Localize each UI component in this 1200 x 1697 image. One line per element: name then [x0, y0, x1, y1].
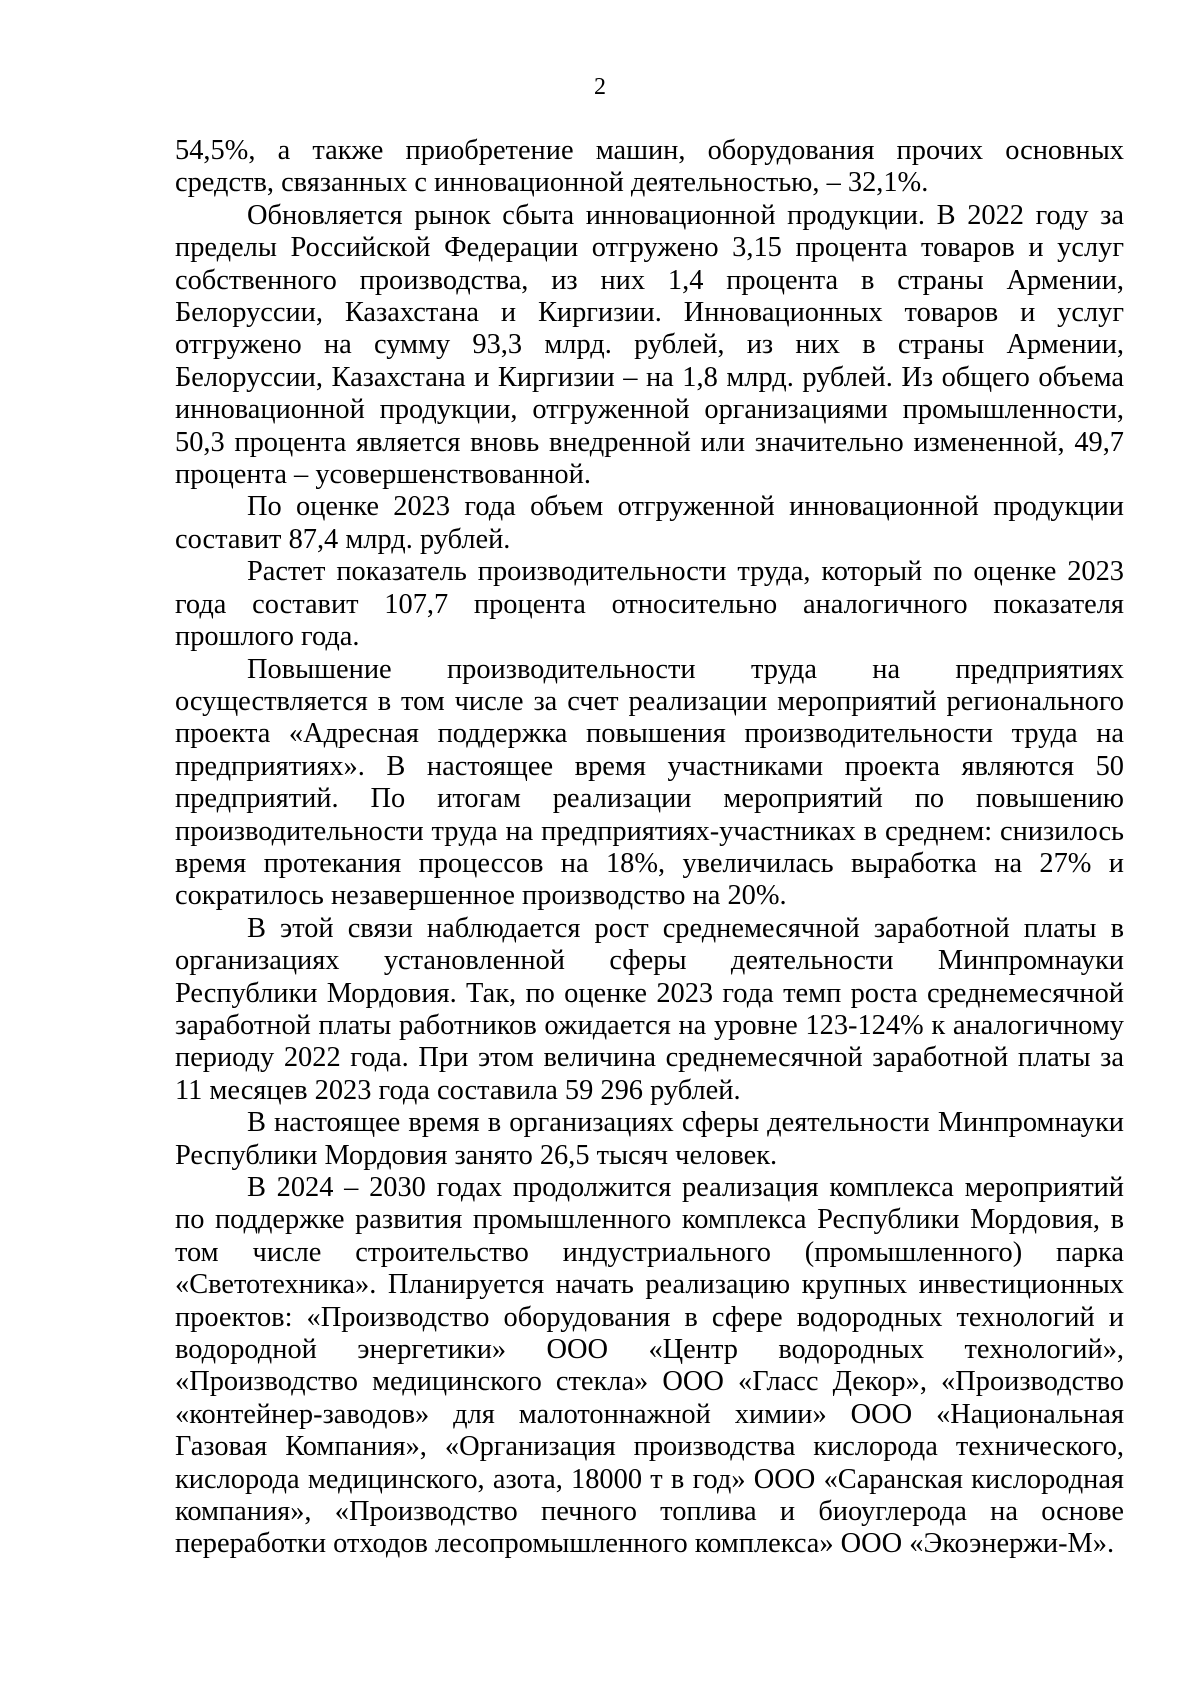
paragraph-2: Обновляется рынок сбыта инновационной продукции. В 2022 году за пределы Российской Федерации отгружено 3,15 процента товаров и услуг собственного производства, из них 1,4 процента в страны Армении, Белоруссии, Казахстана и Киргизии. Инновационных товаров и услуг отгружено на сумму 93,3 млрд. рублей, из них в страны Армении, Белоруссии, Казахстана и Киргизии – на 1,8 млрд. рублей. Из общего объема инновационной продукции, отгруженной организациями промышленности, 50,3 процента является вновь внедренной или значительно измененной, 49,7 процента – усовершенствованной.	[175, 199, 1124, 491]
paragraph-1: 54,5%, а также приобретение машин, оборудования прочих основных средств, связанных с инновационной деятельностью, – 32,1%.	[175, 135, 1124, 199]
paragraph-4: Растет показатель производительности труда, который по оценке 2023 года составит 107,7 процента относительно аналогичного показателя прошлого года.	[175, 556, 1124, 653]
page-number: 2	[594, 74, 606, 100]
paragraph-7: В настоящее время в организациях сферы деятельности Минпромнауки Республики Мордовия занято 26,5 тысяч человек.	[175, 1107, 1124, 1171]
paragraph-8: В 2024 – 2030 годах продолжится реализация комплекса мероприятий по поддержке развития промышленного комплекса Республики Мордовия, в том числе строительство индустриального (промышленного) парка «Светотехника». Планируется начать реализацию крупных инвестиционных проектов: «Производство оборудования в сфере водородных технологий и водородной энергетики» ООО «Центр водородных технологий», «Производство медицинского стекла» ООО «Гласс Декор», «Производство «контейнер-заводов» для малотоннажной химии» ООО «Национальная Газовая Компания», «Организация производства кислорода технического, кислорода медицинского, азота, 18000 т в год» ООО «Саранская кислородная компания», «Производство печного топлива и биоуглерода на основе переработки отходов лесопромышленного комплекса» ООО «Экоэнержи-М».	[175, 1172, 1124, 1560]
paragraph-5: Повышение производительности труда на предприятиях осуществляется в том числе за счет реализации мероприятий регионального проекта «Адресная поддержка повышения производительности труда на предприятиях». В настоящее время участниками проекта являются 50 предприятий. По итогам реализации мероприятий по повышению производительности труда на предприятиях-участниках в среднем: снизилось время протекания процессов на 18%, увеличилась выработка на 27% и сократилось незавершенное производство на 20%.	[175, 653, 1124, 912]
paragraph-6: В этой связи наблюдается рост среднемесячной заработной платы в организациях установленной сферы деятельности Минпромнауки Республики Мордовия. Так, по оценке 2023 года темп роста среднемесячной заработной платы работников ожидается на уровне 123-124% к аналогичному периоду 2022 года. При этом величина среднемесячной заработной платы за 11 месяцев 2023 года составила 59 296 рублей.	[175, 912, 1124, 1106]
paragraph-3: По оценке 2023 года объем отгруженной инновационной продукции составит 87,4 млрд. рублей.	[175, 491, 1124, 555]
document-body	[175, 135, 1124, 1561]
